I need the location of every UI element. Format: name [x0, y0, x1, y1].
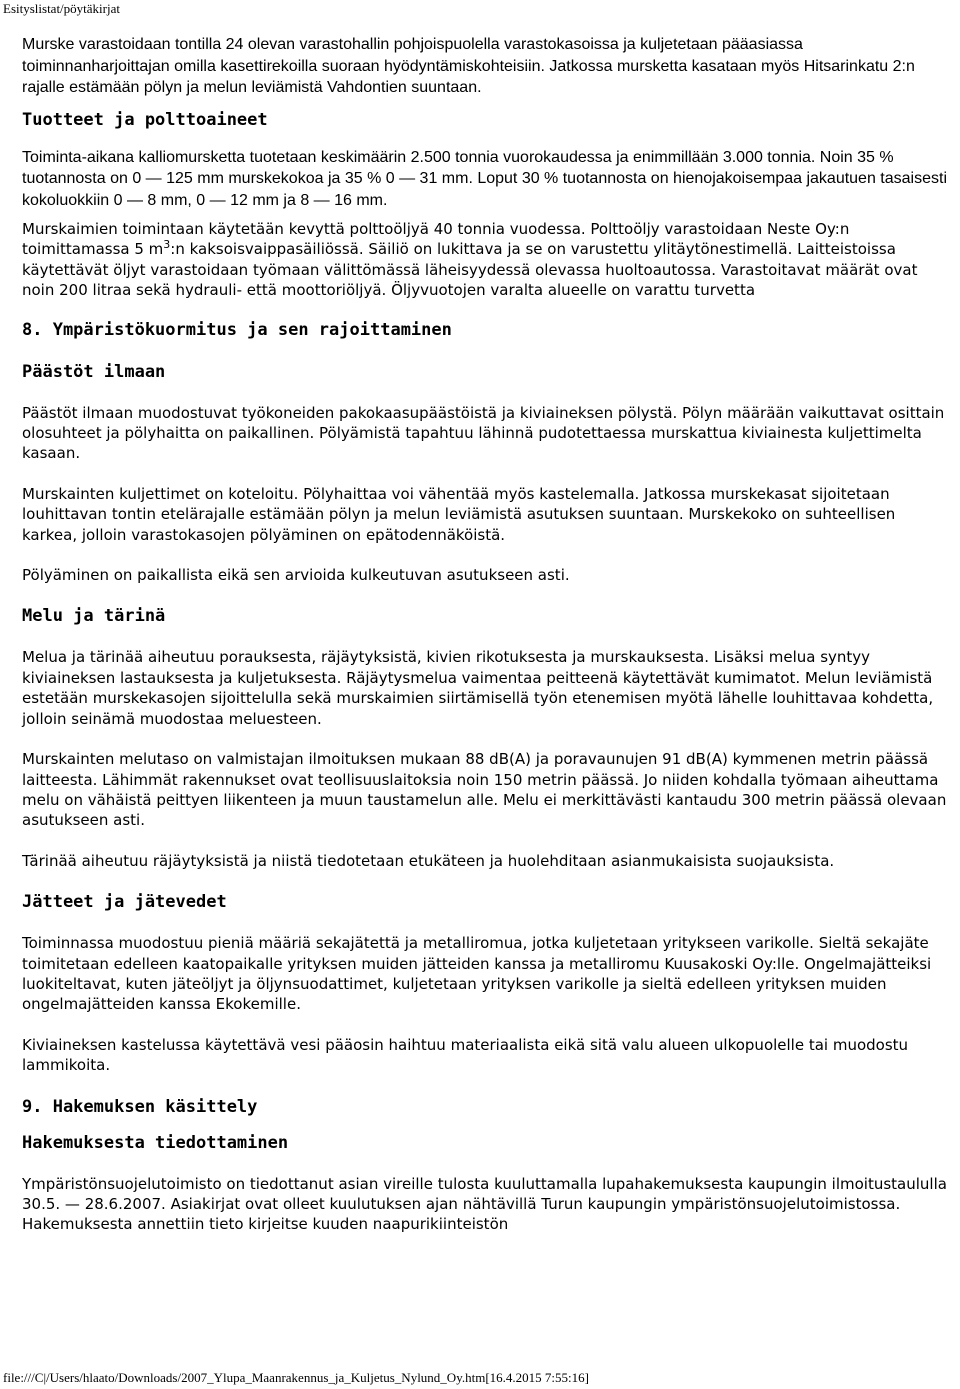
air-paragraph-1: Päästöt ilmaan muodostuvat työkoneiden pakokaasupäästöistä ja kiviaineksen pölystä. Pölyn määrään vaikuttavat osittain olosuhteet ja pölyhaitta on paikallinen. Pölyämistä tapahtuu lähinnä pudotettaessa murskattua kiviainesta kuljettimelta kasaan. — [22, 403, 945, 463]
products-paragraph: Toiminta-aikana kalliomursketta tuotetaan keskimäärin 2.500 tonnia vuorokaudessa ja enimmillään 3.000 tonnia. Noin 35 % tuotannosta on 0 — 125 mm murskekokoa ja 35 % 0 — 31 mm. Loput 30 % tuotannosta on hienojakoisempaa jakautuen tasaisesti kokoluokkiin 0 — 8 mm, 0 — 12 mm ja 8 — 16 mm. — [22, 148, 947, 209]
heading-section-8: 8. Ympäristökuormitus ja sen rajoittaminen — [22, 319, 452, 340]
heading-waste-water: Jätteet ja jätevedet — [22, 892, 227, 913]
heading-air-emissions: Päästöt ilmaan — [22, 361, 166, 382]
air-paragraph-3: Pölyäminen on paikallista eikä sen arvioida kulkeutuvan asutukseen asti. — [22, 566, 570, 585]
file-path-footer: file:///C|/Users/hlaato/Downloads/2007_Ylupa_Maanrakennus_ja_Kuljetus_Nylund_Oy.htm[16.4.2015 7:55:16] — [3, 1370, 589, 1385]
document-body — [22, 34, 952, 1235]
fuel-text-start: Murskaimien toimintaan käytetään kevyttä polttoöljyä 40 tonnia vuodessa. Polttoöljy varastoidaan Neste Oy:n toimittamassa 5 m — [22, 220, 850, 259]
fuel-superscript: 3 — [163, 238, 171, 252]
noise-paragraph-1: Melua ja tärinää aiheutuu porauksesta, räjäytyksistä, kivien rikotuksesta ja murskauksesta. Lisäksi melua syntyy kiviaineksen lastauksesta ja kuljetuksesta. Räjäytysmelua vaimentaa peitteenä käytettävät kumimatot. Melun leviämistä estetään murskekasojen sijoittelulla sekä murskaimien siirtämisellä työn etenemisen myötä lähelle louhittavaa kohdetta, jolloin seinämä muodostaa meluesteen. — [22, 648, 934, 728]
heading-noise-vibration: Melu ja tärinä — [22, 606, 166, 627]
air-paragraph-2: Murskainten kuljettimet on koteloitu. Pölyhaittaa voi vähentää myös kastelemalla. Jatkossa murskekasat sijoitetaan louhittavan tontin etelärajalle estämään pölyn ja melun leviämistä asutuksen suuntaan. Murskekoko on suhteellisen karkea, jolloin varastokasojen pölyäminen on epätodennäköistä. — [22, 484, 896, 544]
heading-section-9: 9. Hakemuksen käsittely — [22, 1096, 258, 1117]
fuel-text-end: :n kaksoisvaippasäiliössä. Säiliö on lukittava ja se on varustettu ylitäytönestimellä. Laitteistoissa käytettävät öljyt varastoidaan työmaan välittömässä läheisyydessä olevassa huoltoautossa. Varastoitavat määrät ovat noin 200 litraa sekä hydrauli- että moottoriöljyä. Öljyvuotojen varalta alueelle on varattu turvetta — [22, 240, 918, 300]
fuel-paragraph — [22, 219, 952, 301]
noise-paragraph-2: Murskainten melutaso on valmistajan ilmoituksen mukaan 88 dB(A) ja poravaunujen 91 dB(A) kymmenen metrin päässä laitteesta. Lähimmät rakennukset ovat teollisuuslaitoksia noin 150 metrin päässä. Jo niiden kohdalla työmaan aiheuttama melu on vähäistä peittyen liikenteen ja muun taustamelun alle. Melu ei merkittävästi kantaudu 300 metrin päässä olevaan asutukseen asti. — [22, 750, 947, 830]
noise-paragraph-3: Tärinää aiheutuu räjäytyksistä ja niistä tiedotetaan etukäteen ja huolehditaan asianmukaisista suojauksista. — [22, 851, 835, 870]
heading-application-notice: Hakemuksesta tiedottaminen — [22, 1132, 289, 1153]
intro-paragraph: Murske varastoidaan tontilla 24 olevan varastohallin pohjoispuolella varastokasoissa ja kuljetetaan pääasiassa toiminnanharjoittajan omilla kasettirekoilla suoraan hyödyntämiskohteisiin. Jatkossa mursketta kasataan myös Hitsarinkatu 2:n rajalle estämään pölyn ja melun leviämistä Vahdontien suuntaan. — [22, 36, 915, 96]
document-category-label: Esityslistat/pöytäkirjat — [3, 1, 120, 16]
waste-paragraph-2: Kiviaineksen kastelussa käytettävä vesi pääosin haihtuu materiaalista eikä sitä valu alueen ulkopuolelle tai muodostu lammikoita. — [22, 1035, 909, 1075]
notice-paragraph-1: Ympäristönsuojelutoimisto on tiedottanut asian vireille tulosta kuuluttamalla lupahakemuksesta kaupungin ilmoitustaululla 30.5. — 28.6.2007. Asiakirjat ovat olleet kuulutuksen ajan nähtävillä Turun kaupungin ympäristönsuojelutoimistossa. Hakemuksesta annettiin tieto kirjeitse kuuden naapurikiinteistön — [22, 1174, 947, 1234]
waste-paragraph-1: Toiminnassa muodostuu pieniä määriä sekajätettä ja metalliromua, jotka kuljetetaan yritykseen varikolle. Sieltä sekajäte toimitetaan edelleen kaatopaikalle yrityksen muiden jätteiden kanssa ja metalliromu Kuusakoski Oy:lle. Ongelmajätteiksi luokiteltavat, kuten jäteöljyt ja öljynsuodattimet, kuljetetaan yrityksen varikolle ja sieltä edelleen yrityksen muiden ongelmajätteiden kanssa Ekokemille. — [22, 934, 932, 1014]
heading-products-fuels: Tuotteet ja polttoaineet — [22, 109, 268, 130]
